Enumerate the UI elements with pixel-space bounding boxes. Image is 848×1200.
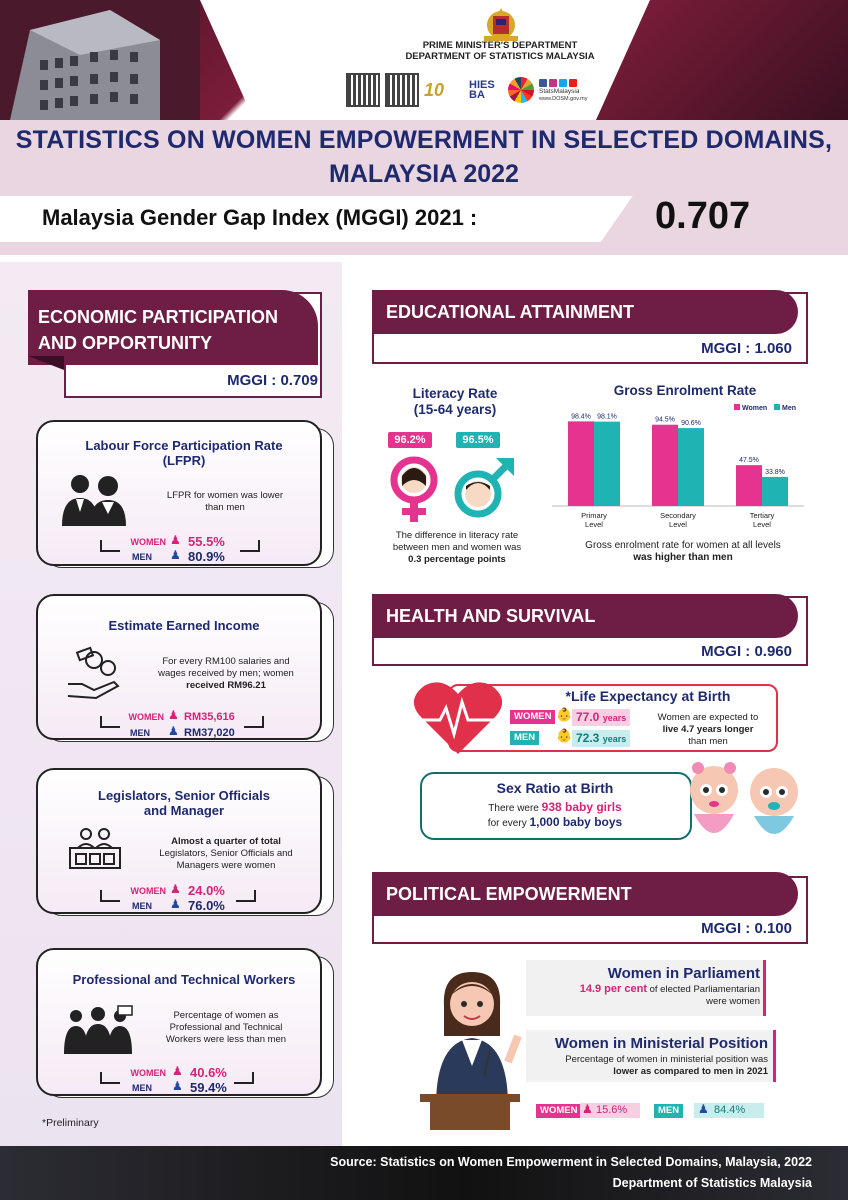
health-section-heading: HEALTH AND SURVIVAL (372, 594, 798, 638)
professional-desc-line-1: Percentage of women as (173, 1010, 279, 1021)
bar-men (678, 428, 704, 506)
sex-ratio-text-b: for every (487, 818, 527, 829)
man-icon: ♟ (170, 897, 181, 911)
parliament-text (530, 983, 760, 996)
woman-icon: ♟ (170, 533, 181, 547)
life-men-unit: years (602, 734, 627, 744)
page-title-line-1: STATISTICS ON WOMEN EMPOWERMENT IN SELECTED DOMAINS, (15, 126, 833, 154)
ministerial-men-value: 84.4% (714, 1104, 746, 1116)
income-women-value: RM35,616 (184, 711, 235, 723)
literacy-title-line-2: (15-64 years) (413, 402, 497, 417)
income-desc-line-2: wages received by men; women (158, 668, 294, 679)
woman-icon: ♟ (582, 1102, 593, 1116)
page-title-line-2: MALAYSIA 2022 (329, 160, 519, 188)
bar-men (594, 422, 620, 506)
website-link[interactable]: www.DOSM.gov.my (539, 95, 588, 102)
economic-heading-line-2: AND OPPORTUNITY (38, 333, 213, 353)
heartbeat-icon (410, 678, 506, 758)
bar-data-label: 90.6% (681, 420, 701, 428)
women-label: WOMEN (130, 886, 166, 896)
professional-women-value: 40.6% (190, 1065, 227, 1080)
sex-ratio-title: Sex Ratio at Birth (496, 780, 614, 796)
men-label: MEN (132, 1083, 152, 1093)
connector-line (236, 890, 256, 902)
legislators-desc-line-2: Legislators, Senior Officials and (159, 848, 293, 859)
hies-logo: HIES BA (469, 79, 495, 101)
legislators-title-line-1: Legislators, Senior Officials (98, 788, 270, 803)
economic-heading-line-1: ECONOMIC PARTICIPATION (38, 307, 278, 327)
life-expectancy-title: *Life Expectancy at Birth (565, 688, 731, 704)
education-section-heading: EDUCATIONAL ATTAINMENT (372, 290, 798, 334)
legislators-description (140, 836, 312, 872)
life-expectancy-note (648, 712, 768, 748)
baby-boy-icon: 👶 (556, 728, 573, 743)
lfpr-description (140, 490, 310, 514)
literacy-title (380, 386, 530, 418)
life-note-line-2: live 4.7 years longer (662, 724, 754, 735)
literacy-note-line-3: 0.3 percentage points (408, 554, 506, 565)
category-label: Secondary (660, 511, 696, 520)
parliament-text-b: of elected Parliamentarian (649, 984, 760, 995)
men-label: MEN (132, 552, 152, 562)
economic-heading-tab (28, 356, 64, 370)
lfpr-title (46, 438, 322, 468)
category-label: Tertiary (749, 511, 775, 520)
source-line: Source: Statistics on Women Empowerment in Selected Domains, Malaysia, 2022 (330, 1155, 812, 1169)
ministerial-text (530, 1054, 768, 1078)
twitter-icon[interactable] (559, 79, 567, 87)
income-men-value: RM37,020 (184, 727, 235, 739)
social-handle: StatsMalaysia (539, 87, 580, 95)
building-illustration (0, 0, 200, 120)
youtube-icon[interactable] (569, 79, 577, 87)
source-organisation: Department of Statistics Malaysia (612, 1176, 812, 1190)
sex-ratio-boys: 1,000 baby boys (529, 815, 623, 829)
babies-illustration (682, 760, 808, 852)
man-icon: ♟ (170, 548, 181, 562)
literacy-note-line-2: between men and women was (392, 542, 522, 553)
legend-swatch (734, 404, 740, 410)
women-tag: WOMEN (536, 1104, 581, 1118)
baby-girl-icon: 👶 (556, 707, 573, 722)
ger-bar-chart (548, 398, 808, 534)
sex-ratio-line-2 (430, 815, 680, 829)
workers-couple-icon (56, 472, 130, 526)
bar-data-label: 98.4% (571, 413, 591, 421)
legend-label: Women (742, 405, 768, 412)
women-label: WOMEN (128, 712, 164, 722)
parliament-desk-icon (66, 826, 124, 872)
legislators-women-value: 24.0% (188, 883, 225, 898)
lfpr-desc-line-2: than men (205, 502, 245, 513)
anniversary-logo: 10 (424, 79, 445, 100)
parliament-title: Women in Parliament (607, 965, 760, 982)
parliament-text-c: were women (706, 996, 760, 1007)
woman-icon: ♟ (172, 1064, 183, 1078)
health-mggi: MGGI : 0.960 (701, 643, 792, 660)
woman-icon: ♟ (170, 882, 181, 896)
bar-women (652, 425, 678, 506)
department-line-2: DEPARTMENT OF STATISTICS MALAYSIA (405, 51, 595, 62)
legislators-men-value: 76.0% (188, 898, 225, 913)
life-men-value (572, 730, 630, 747)
female-symbol-icon (386, 454, 442, 526)
malaysia-crest-icon (478, 6, 524, 44)
women-tag: WOMEN (510, 710, 555, 724)
economic-mggi: MGGI : 0.709 (227, 372, 318, 389)
social-media-block (539, 79, 588, 102)
woman-speaker-illustration (414, 966, 534, 1106)
connector-line (234, 1072, 254, 1084)
life-women-unit: years (602, 713, 627, 723)
ministerial-text-line-1: Percentage of women in ministerial position was (565, 1054, 768, 1065)
income-title: Estimate Earned Income (108, 618, 260, 633)
category-label: Level (753, 520, 771, 529)
ger-chart-title: Gross Enrolment Rate (613, 383, 757, 398)
ger-note (560, 540, 806, 564)
bar-data-label: 94.5% (655, 416, 675, 424)
sex-ratio-text-a: There were (488, 803, 539, 814)
qr-code-icon[interactable] (346, 73, 380, 107)
professional-description (140, 1010, 312, 1046)
economic-section-heading (28, 290, 318, 365)
category-label: Level (669, 520, 687, 529)
mggi-label: Malaysia Gender Gap Index (MGGI) 2021 : (42, 205, 478, 230)
connector-line (244, 716, 264, 728)
men-tag: MEN (654, 1104, 683, 1118)
life-men-number: 72.3 (576, 731, 600, 745)
women-label: WOMEN (130, 537, 166, 547)
political-section-heading: POLITICAL EMPOWERMENT (372, 872, 798, 916)
political-mggi: MGGI : 0.100 (701, 920, 792, 937)
women-label: WOMEN (130, 1068, 166, 1078)
professional-desc-line-3: Workers were less than men (165, 1034, 287, 1045)
woman-icon: ♟ (168, 708, 179, 722)
lfpr-title-line-2: (LFPR) (162, 453, 206, 468)
ger-note-line-1: Gross enrolment rate for women at all levels (585, 540, 781, 551)
sex-ratio-line-1 (430, 800, 680, 814)
connector-line (240, 540, 260, 552)
life-note-line-3: than men (688, 736, 728, 747)
bar-women (736, 465, 762, 506)
literacy-note-line-1: The difference in literacy rate (395, 530, 519, 541)
ministerial-text-line-2: lower as compared to men in 2021 (613, 1066, 768, 1077)
man-icon: ♟ (168, 724, 179, 738)
literacy-title-line-1: Literacy Rate (412, 386, 498, 401)
lfpr-women-value: 55.5% (188, 534, 225, 549)
instagram-icon[interactable] (549, 79, 557, 87)
professional-title: Professional and Technical Workers (72, 972, 296, 987)
lfpr-men-value: 80.9% (188, 549, 225, 564)
legislators-title (46, 788, 322, 818)
man-icon: ♟ (698, 1102, 709, 1116)
bar-men (762, 477, 788, 506)
lfpr-title-line-1: Labour Force Participation Rate (85, 438, 283, 453)
partner-logos (346, 70, 636, 110)
qr-code-icon[interactable] (385, 73, 419, 107)
mggi-value: 0.707 (655, 195, 751, 237)
professional-desc-line-2: Professional and Technical (169, 1022, 283, 1033)
money-hand-icon (64, 646, 126, 700)
department-line-1: PRIME MINISTER'S DEPARTMENT (422, 40, 578, 51)
sdg-wheel-icon (508, 77, 534, 103)
life-women-number: 77.0 (576, 710, 600, 724)
professional-men-value: 59.4% (190, 1080, 227, 1095)
literacy-women-badge: 96.2% (388, 432, 432, 448)
legislators-title-line-2: and Manager (143, 803, 225, 818)
category-label: Primary (581, 511, 607, 520)
literacy-note (372, 530, 542, 566)
income-desc-line-1: For every RM100 salaries and (162, 656, 290, 667)
bar-data-label: 33.8% (765, 468, 785, 476)
facebook-icon[interactable] (539, 79, 547, 87)
lfpr-desc-line-1: LFPR for women was lower (166, 490, 284, 501)
male-symbol-icon (452, 454, 516, 520)
legend-swatch (774, 404, 780, 410)
bar-data-label: 98.1% (597, 413, 617, 421)
legislators-desc-line-1: Almost a quarter of total (171, 836, 281, 847)
literacy-men-badge: 96.5% (456, 432, 500, 448)
man-icon: ♟ (172, 1079, 183, 1093)
ministerial-title: Women in Ministerial Position (554, 1035, 768, 1052)
men-tag: MEN (510, 731, 539, 745)
men-label: MEN (132, 901, 152, 911)
legislators-desc-line-3: Managers were women (176, 860, 276, 871)
education-mggi: MGGI : 1.060 (701, 340, 792, 357)
sex-ratio-girls: 938 baby girls (541, 800, 622, 814)
income-desc-line-3: received RM96.21 (186, 680, 266, 691)
men-label: MEN (130, 728, 150, 738)
life-note-line-1: Women are expected to (657, 712, 759, 723)
category-label: Level (585, 520, 603, 529)
ministerial-women-value: 15.6% (596, 1104, 628, 1116)
parliament-percent: 14.9 per cent (579, 983, 647, 995)
ger-note-line-2: was higher than men (633, 552, 733, 563)
preliminary-note: *Preliminary (42, 1117, 99, 1129)
bar-women (568, 421, 594, 506)
life-women-value (572, 709, 630, 726)
podium (430, 1100, 510, 1130)
professionals-group-icon (62, 1004, 134, 1054)
legend-label: Men (782, 405, 796, 412)
income-description (140, 656, 312, 692)
bar-data-label: 47.5% (739, 457, 759, 465)
header-banner (0, 0, 848, 120)
